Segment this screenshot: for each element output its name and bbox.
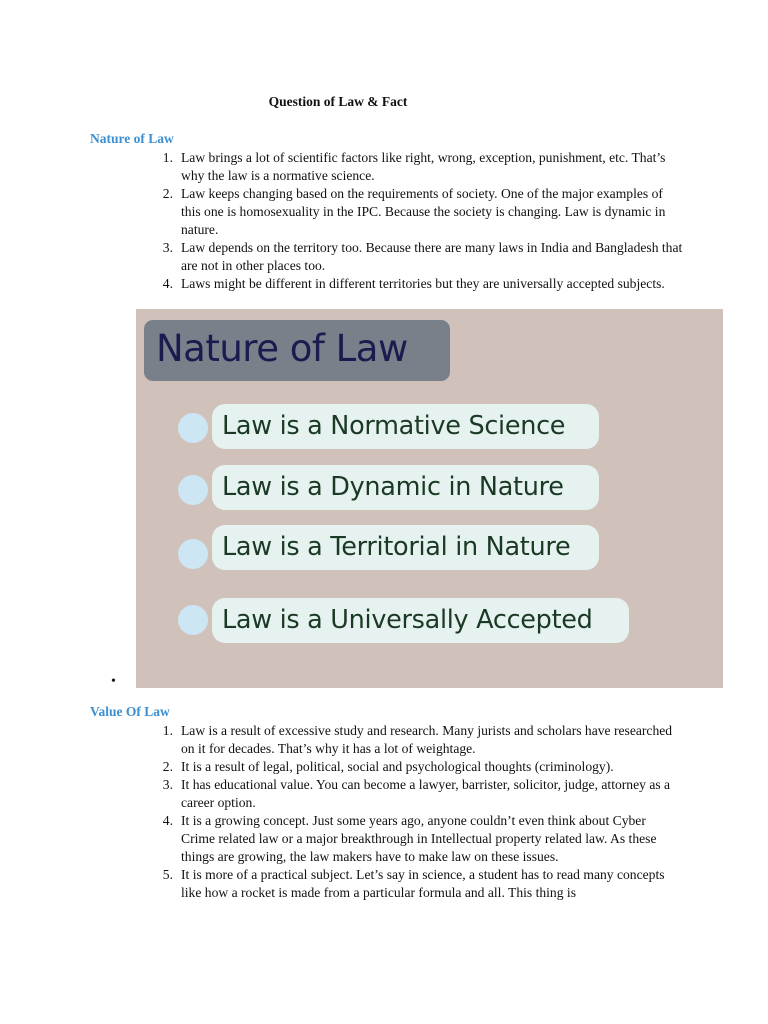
list-text: It is a growing concept. Just some years ago, anyone couldn’t even think about Cyber Crime related law or a major breakthrough in Intellectual property related law. As these things are growing, the law makers have to make law on these issues. xyxy=(181,813,657,864)
list-text: Laws might be different in different territories but they are universally accepted subjects. xyxy=(181,276,665,291)
figure-point-text: Law is a Normative Science xyxy=(222,411,566,441)
figure-point-text: Law is a Dynamic in Nature xyxy=(222,472,564,502)
list-item xyxy=(155,776,683,812)
figure-point-text: Law is a Territorial in Nature xyxy=(222,532,571,562)
list-number: 1. xyxy=(162,723,173,738)
list-text: It is more of a practical subject. Let’s say in science, a student has to read many concepts like how a rocket is made from a particular formula and all. This thing is xyxy=(181,867,665,900)
list-item xyxy=(155,185,683,239)
figure-point-pill xyxy=(212,404,599,449)
list-number: 4. xyxy=(162,276,173,291)
figure-title-box xyxy=(144,320,450,381)
list-item xyxy=(155,758,683,776)
list-text: Law keeps changing based on the requirements of society. One of the major examples of this one is homosexuality in the IPC. Because the society is changing. Law is dynamic in nature. xyxy=(181,186,666,237)
figure-point-pill xyxy=(212,465,599,510)
list-item xyxy=(155,149,683,185)
list-text: Law is a result of excessive study and research. Many jurists and scholars have researched on it for decades. That’s why it has a lot of weightage. xyxy=(181,723,673,756)
list-text: It has educational value. You can become a lawyer, barrister, solicitor, judge, attorney as a career option. xyxy=(181,777,671,810)
bullet-circle-icon xyxy=(178,413,208,443)
list-item xyxy=(155,812,683,866)
list-text: Law depends on the territory too. Because there are many laws in India and Bangladesh that are not in other places too. xyxy=(181,240,683,273)
list-number: 4. xyxy=(162,813,173,828)
list-number: 3. xyxy=(162,777,173,792)
value-list xyxy=(155,722,683,902)
bullet-circle-icon xyxy=(178,605,208,635)
page-title: Question of Law & Fact xyxy=(268,94,408,109)
figure-point-pill xyxy=(212,525,599,570)
list-item xyxy=(155,275,683,293)
list-number: 1. xyxy=(162,150,173,165)
list-item xyxy=(155,239,683,275)
list-number: 3. xyxy=(162,240,173,255)
list-text: It is a result of legal, political, social and psychological thoughts (criminology). xyxy=(181,759,614,774)
list-number: 2. xyxy=(162,186,173,201)
nature-list xyxy=(155,149,683,293)
section-heading-nature: Nature of Law xyxy=(90,131,174,146)
list-number: 2. xyxy=(162,759,173,774)
list-text: Law brings a lot of scientific factors like right, wrong, exception, punishment, etc. That’s why the law is a normative science. xyxy=(181,150,666,183)
figure-point-pill xyxy=(212,598,629,643)
figure-point-text: Law is a Universally Accepted xyxy=(222,605,593,635)
list-number: 5. xyxy=(162,867,173,882)
bullet-circle-icon xyxy=(178,539,208,569)
section-heading-value: Value Of Law xyxy=(90,704,170,719)
bullet-marker: • xyxy=(111,674,116,689)
list-item xyxy=(155,722,683,758)
bullet-circle-icon xyxy=(178,475,208,505)
nature-of-law-figure xyxy=(136,309,723,688)
figure-title: Nature of Law xyxy=(156,327,408,370)
list-item xyxy=(155,866,683,902)
